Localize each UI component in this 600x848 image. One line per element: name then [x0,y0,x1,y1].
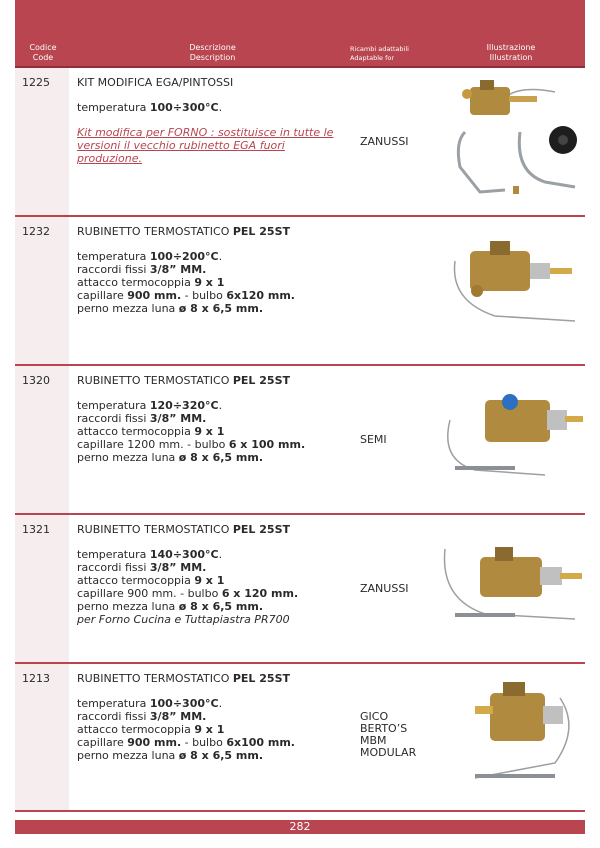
product-title: RUBINETTO TERMOSTATICO PEL 25ST [77,374,290,387]
thermostatic-valve-icon [435,370,585,510]
product-code: 1232 [22,225,50,238]
adaptable-brands: SEMI [360,433,387,446]
adaptable-brands: GICO BERTO’S MBM MODULAR [360,710,417,759]
table-row [15,366,585,515]
table-row [15,515,585,664]
header-code: Codice Code [29,43,57,62]
product-title: RUBINETTO TERMOSTATICO PEL 25ST [77,672,290,685]
product-description: RUBINETTO TERMOSTATICO PEL 25ST temperatura 120÷320°C. raccordi fissi 3/8” MM. attacco termocoppia 9 x 1 capillare 1200 mm. - bulbo 6 x 100 mm. perno mezza luna ø 8 x 6,5 mm. [77,374,347,464]
thermostatic-valve-icon [435,519,585,659]
product-code: 1320 [22,374,50,387]
product-title: RUBINETTO TERMOSTATICO PEL 25ST [77,225,290,238]
table-row [15,68,585,217]
adaptable-brands: ZANUSSI [360,135,409,148]
product-code: 1213 [22,672,50,685]
product-description: RUBINETTO TERMOSTATICO PEL 25ST temperatura 100÷300°C. raccordi fissi 3/8” MM. attacco termocoppia 9 x 1 capillare 900 mm. - bulbo 6x100 mm. perno mezza luna ø 8 x 6,5 mm. [77,672,347,762]
product-code: 1321 [22,523,50,536]
product-title: KIT MODIFICA EGA/PINTOSSI [77,76,234,89]
thermostatic-valve-icon [435,668,585,808]
temperature-line: temperatura 100÷300°C. [77,101,223,114]
product-description: RUBINETTO TERMOSTATICO PEL 25ST temperatura 100÷200°C. raccordi fissi 3/8” MM. attacco termocoppia 9 x 1 capillare 900 mm. - bulbo 6x120 mm. perno mezza luna ø 8 x 6,5 mm. [77,225,347,315]
table-row [15,664,585,812]
thermostatic-valve-icon [435,221,585,361]
header-description: Descrizione Description [189,43,236,62]
product-note: per Forno Cucina e Tuttapiastra PR700 [77,613,290,626]
header-illustration: Illustrazione Illustration [486,43,536,62]
product-code: 1225 [22,76,50,89]
thermostatic-valve-icon [435,72,585,212]
product-description: RUBINETTO TERMOSTATICO PEL 25ST temperatura 140÷300°C. raccordi fissi 3/8” MM. attacco termocoppia 9 x 1 capillare 900 mm. - bulbo 6 x 120 mm. perno mezza luna ø 8 x 6,5 mm. per Forno Cucina e Tuttapiastra PR700 [77,523,347,626]
product-description [77,76,347,165]
table-row [15,217,585,366]
product-title: RUBINETTO TERMOSTATICO PEL 25ST [77,523,290,536]
adaptable-brands: ZANUSSI [360,582,409,595]
product-note: Kit modifica per FORNO : sostituisce in tutte le versioni il vecchio rubinetto EGA fuori produzione. [77,126,334,165]
page-number: 282 [15,820,585,834]
table-header [15,0,585,68]
header-adaptable: Ricambi adattabili Adaptable for [350,45,409,62]
